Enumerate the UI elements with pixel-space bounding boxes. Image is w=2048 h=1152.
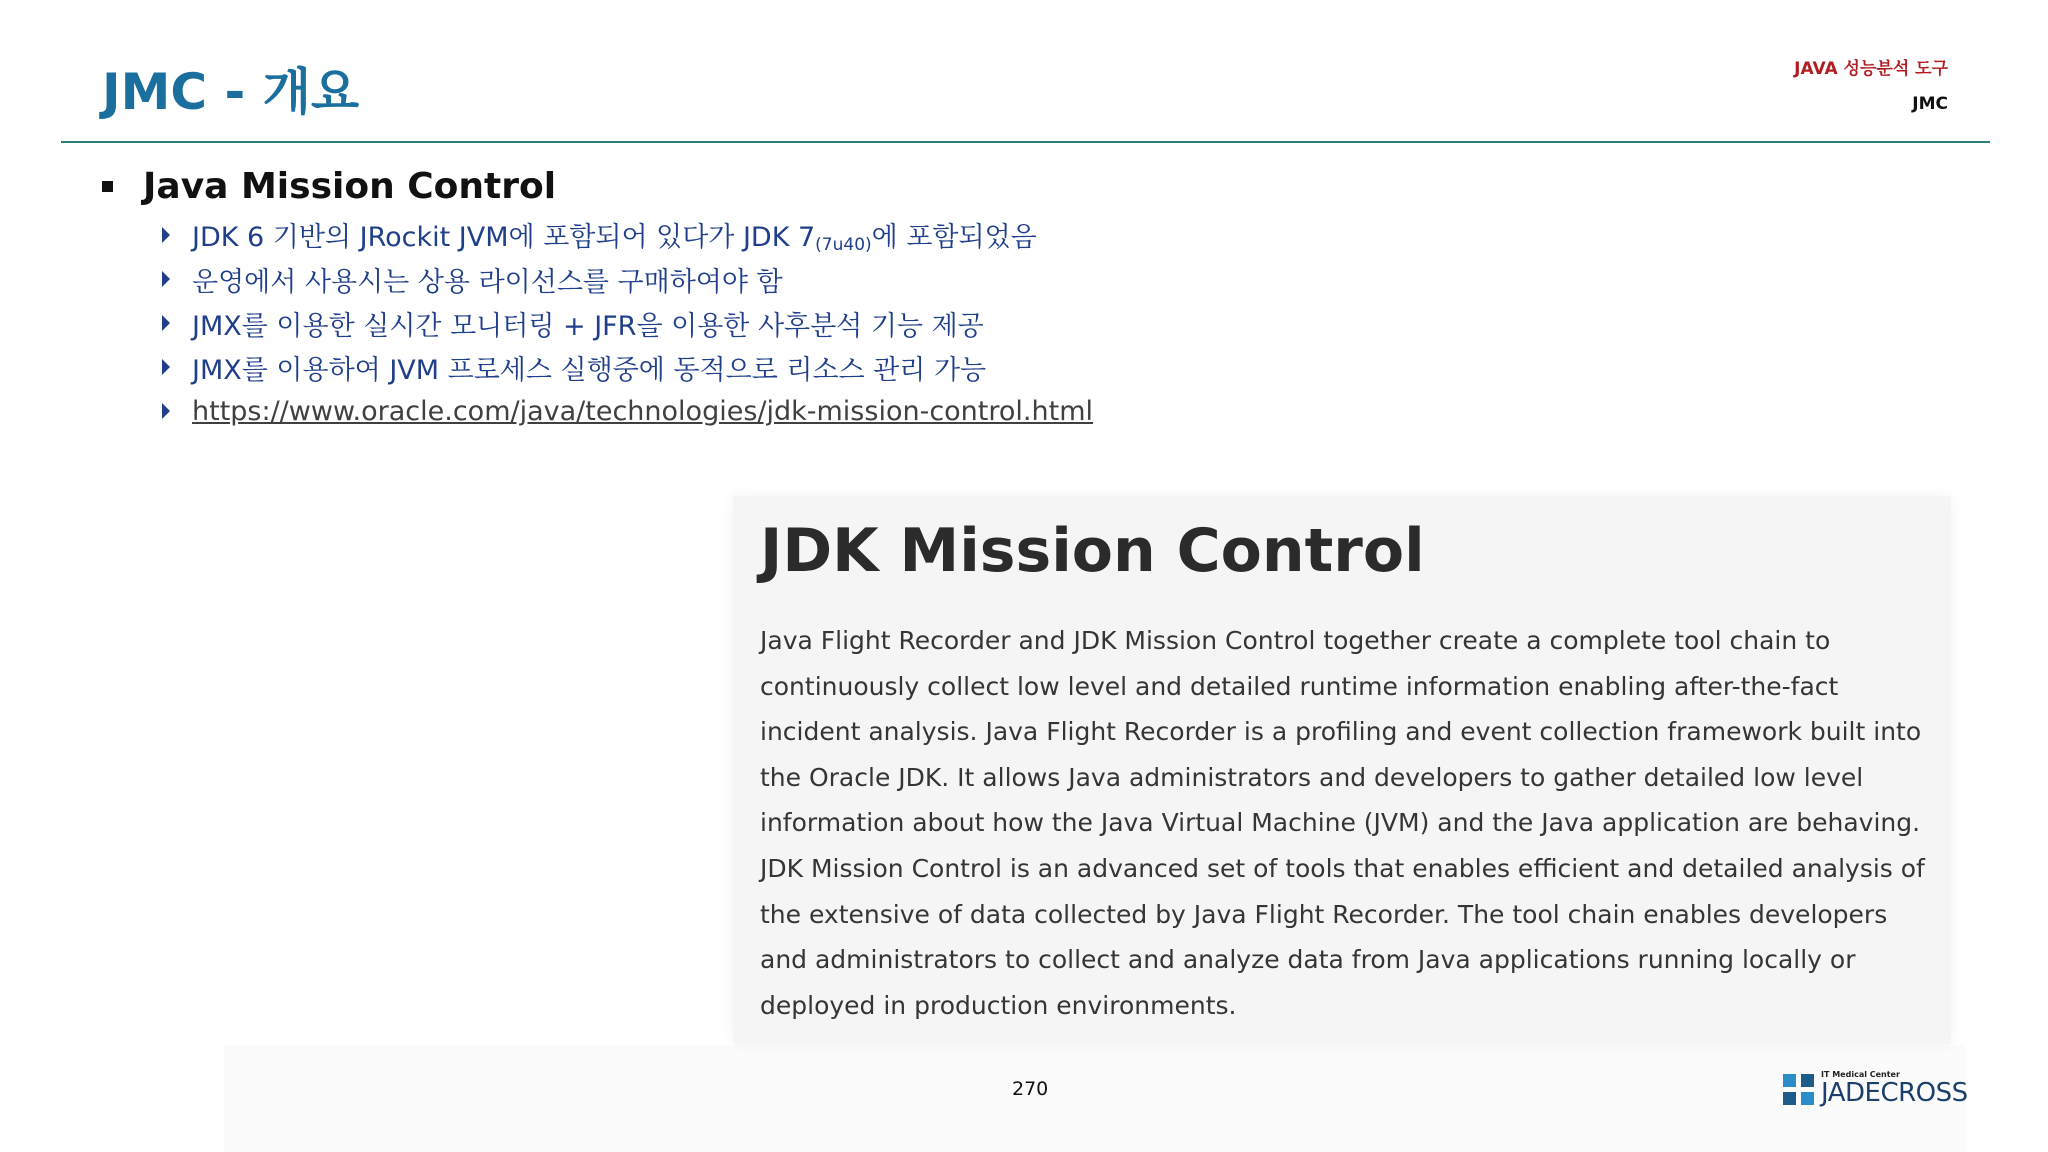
oracle-jmc-link[interactable]: https://www.oracle.com/java/technologies/jdk-mission-control.html [192,395,1093,427]
section-subcategory: JMC [1912,94,1948,114]
main-bullet-text: Java Mission Control [143,166,557,207]
page-title: JMC - 개요 [102,63,360,121]
triangle-bullet-icon [162,359,170,375]
list-item [162,213,1093,257]
main-bullet [102,166,556,207]
page-number: 270 [1012,1078,1049,1100]
list-item [162,389,1093,433]
list-item [162,257,1093,301]
triangle-bullet-icon [162,403,170,419]
section-category: JAVA 성능분석 도구 [1794,59,1948,79]
jadecross-logo [1783,1070,1968,1106]
triangle-bullet-icon [162,227,170,243]
logo-squares-icon [1783,1074,1815,1106]
version-subscript: (7u40) [815,235,872,255]
jmc-screenshot-card [733,496,1951,1044]
header-divider [61,141,1990,143]
logo-name: JADECROSS [1821,1078,1968,1108]
square-bullet-icon [102,181,113,192]
triangle-bullet-icon [162,315,170,331]
triangle-bullet-icon [162,271,170,287]
list-item-text: 운영에서 사용시는 상용 라이선스를 구매하여야 함 [192,266,783,298]
logo-tagline: IT Medical Center [1821,1070,1900,1079]
screenshot-heading: JDK Mission Control [760,516,1425,586]
list-item-text: JMX를 이용하여 JVM 프로세스 실행중에 동적으로 리소스 관리 가능 [192,354,987,386]
list-item-text: JMX를 이용한 실시간 모니터링 + JFR을 이용한 사후분석 기능 제공 [192,310,984,342]
list-item [162,345,1093,389]
screenshot-paragraph: Java Flight Recorder and JDK Mission Control together create a complete tool chain to continuously collect low level and detailed runtime information enabling after-the-fact incident analysis. Java Flight Recorder is a profiling and event collection framework built into the Oracle JDK. It allows Java administrators and developers to gather detailed low level information about how the Java Virtual Machine (JVM) and the Java application are behaving. JDK Mission Control is an advanced set of tools that enables efficient and detailed analysis of the extensive of data collected by Java Flight Recorder. The tool chain enables developers and administrators to collect and analyze data from Java applications running locally or deployed in production environments. [760,626,1925,1020]
screenshot-backdrop [224,1045,1966,1152]
list-item [162,301,1093,345]
list-item-text: JDK 6 기반의 JRockit JVM에 포함되어 있다가 JDK $7_{(7u40)}$에 포함되었음 [192,222,1037,255]
sub-bullet-list [162,213,1093,433]
